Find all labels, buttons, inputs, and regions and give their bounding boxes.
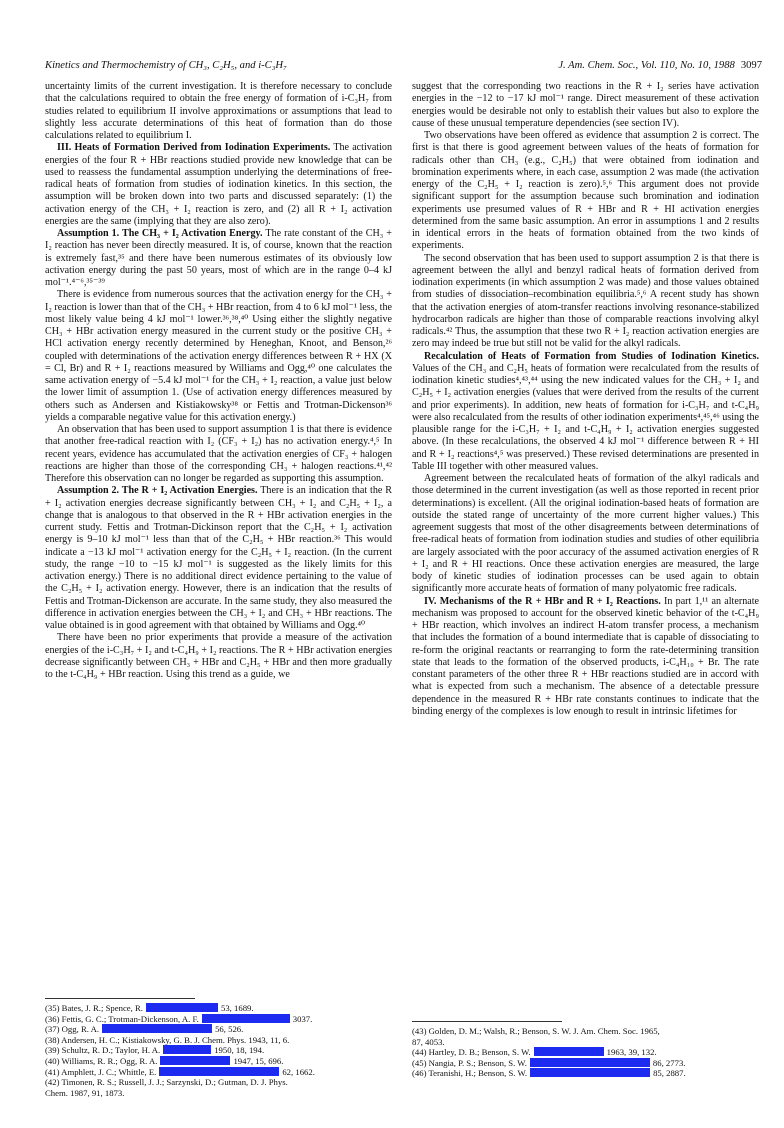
footnote bbox=[45, 1045, 392, 1056]
footnote-text: (42) Timonen, R. S.; Russell, J. J.; Sarzynski, D.; Gutman, D. J. Phys. bbox=[45, 1077, 288, 1088]
footnote bbox=[412, 1026, 759, 1037]
section-heading: III. Heats of Formation Derived from Iodination Experiments. bbox=[57, 142, 331, 154]
section-heading: Assumption 2. The R + I₂ Activation Energies. bbox=[57, 485, 258, 497]
footnote bbox=[45, 1088, 392, 1099]
paragraph-text: There is evidence from numerous sources that the activation energy for the CH₃ + I₂ reaction is lower than that of the CH₃ + HBr reaction, from 4 to 6 kJ mol⁻¹ less, the most likely value being 4 kJ mol⁻¹ lower.³⁶,³⁸,⁴⁰ Using either the slightly negative CH₃ + HBr activation energy measured in the current study or the positive CH₃ + HCl activation energy recently determined by Heneghan, Knoot, and Benson,²⁶ coupled with determinations of the activation energy differences between R + HX (X = Cl, Br) and R + I₂ reactions measured by Williams and Ogg,⁴⁰ one calculates the same activation energy of −5.4 kJ mol⁻¹ for the CH₃ + I₂ reaction, a value just below the lower limit of assumption 1. (Use of activation energy differences measured by others such as Andersen and Kistiakowsky³⁸ or Fettis and Trotman-Dickenson³⁶ yields a comparable negative value for this activation energy.) bbox=[45, 289, 392, 423]
paragraph-text: The activation energies of the four R + HBr reactions studied provide new knowledge that can be used to reassess the fundamental assumption underlying the determinations of free-radical heats of formation from studies of iodination kinetics. In this section, the assumption will be broken down into two parts and discussed separately: (1) the activation energy of the CH₃ + I₂ reaction is zero, and (2) all R + I₂ activation energies are the same (implying that they are also zero). bbox=[45, 142, 393, 227]
section-heading: IV. Mechanisms of the R + HBr and R + I₂ Reactions. bbox=[424, 595, 661, 607]
footnote bbox=[45, 1014, 392, 1025]
footnote bbox=[412, 1037, 759, 1048]
footnote bbox=[45, 1056, 392, 1067]
page-number: 3097 bbox=[740, 60, 762, 71]
paragraph-text: In part 1,¹¹ an alternate mechanism was proposed to account for the observed kinetic behavior of the t-C₄H₉ + HBr reaction, which involves an indirect H-atom transfer process, a mechanism that includes the formation of a bound intermediate that is capable of dissociating to re-form the original reactants or rearranging to form the rate-determining transition state that leads to the formation of the observed products, i-C₄H₁₀ + Br. The rate constant parameters of the other three R + HBr reactions studied are in accord with what is expected from such a mechanism. The absence of a detectable pressure dependence in the measured R + HBr rate constants continues to indicate that the binding energy of the complexes is low enough to result in intrinsic lifetimes for bbox=[412, 595, 759, 717]
paragraph-text: Two observations have been offered as evidence that assumption 2 is correct. The first is that there is good agreement between values of the heats of formation for radicals other than CH₃ (e.g., C₂H₅) that were obtained from iodination and bromination experiments where, in each case, assumption 2 was made (the activation energy of the C₂H₅ + I₂ reaction is zero).⁵,⁶ This argument does not provide significant support for the assumption because such bromination and iodination experiments use presumed values of R + HBr and R + HI activation energies determined from the same basic assumption. An error in assumptions 1 and 2 results in identical errors in the heats of formation obtained from the two kinds of experiments. bbox=[412, 130, 759, 252]
paragraph-text: The second observation that has been used to support assumption 2 is that there is agreement between the allyl and benzyl radical heats of formation derived from iodination experiments (in which assumption 2 was made) and those values obtained from studies of dissociation–recombination equilibria.⁵,⁶ A recent study has shown that the activation energies of atom-transfer reactions involving resonance-stabilized hydrocarbon radicals are higher than those of comparable reactions involving alkyl radicals.⁴² Thus, the assumption that these two R + I₂ reaction activation energies are zero may indeed be true but still not be valid for the alkyl radicals. bbox=[412, 252, 759, 350]
footnote-text: (46) Teranishi, H.; Benson, S. W. bbox=[412, 1068, 528, 1079]
footnote-rule-left bbox=[45, 998, 195, 999]
left-column bbox=[45, 81, 392, 681]
footnote bbox=[45, 1003, 392, 1014]
footnote-citation: 1963, 39, 132. bbox=[606, 1047, 657, 1058]
paragraph bbox=[412, 253, 759, 351]
footnote-text: (45) Nangia, P. S.; Benson, S. W. bbox=[412, 1057, 527, 1068]
redaction-bar bbox=[530, 1058, 650, 1067]
redaction-bar bbox=[160, 1056, 230, 1065]
paragraph bbox=[45, 228, 392, 289]
footnote-text: (37) Ogg, R. A. bbox=[45, 1024, 100, 1035]
paragraph bbox=[45, 424, 392, 485]
footnote bbox=[45, 1035, 392, 1046]
footnote bbox=[412, 1047, 759, 1058]
paragraph-text: Values of the CH₃ and C₂H₅ heats of formation were recalculated from the results of iodination kinetic studies⁴,⁴³,⁴⁴ using the new indicated values for the CH₃ + I₂ and C₂H₅ + I₂ activation energies (values that were derived from the results of the current and prior experiments). In addition, new heats of formation for i-C₃H₇ and t-C₄H₉ were also recalculated from the results of other iodination experiments⁴,⁴⁵,⁴⁶ using the plausible range for the i-C₃H₇ + I₂ and t-C₄H₉ + I₂ activation energies suggested above. (In these recalculations, the observed 4 kJ mol⁻¹ difference between R + HI and R + I₂ reactions⁴,⁵ was preserved.) These revised determinations are presented in Table III together with other measured values. bbox=[412, 362, 759, 472]
paragraph bbox=[45, 632, 392, 681]
footnote-citation: 85, 2887. bbox=[653, 1068, 686, 1079]
footnote-text: (41) Amphlett, J. C.; Whittle, E. bbox=[45, 1066, 157, 1077]
footnote bbox=[45, 1024, 392, 1035]
redaction-bar bbox=[102, 1024, 212, 1033]
redaction-bar bbox=[146, 1003, 218, 1012]
footnote-text: 87, 4053. bbox=[412, 1036, 445, 1047]
paragraph-text: There have been no prior experiments that provide a measure of the activation energies of the i-C₃H₇ + I₂ and t-C₄H₉ + I₂ reactions. The R + HBr activation energies decrease significantly between CH₃ + HBr and C₂H₅ + HBr and then more gradually to the t-C₄H₉ + HBr reaction. Using this trend as a guide, we bbox=[45, 632, 392, 680]
paragraph bbox=[45, 81, 392, 142]
redaction-bar bbox=[534, 1047, 604, 1056]
paragraph-text: uncertainty limits of the current investigation. It is therefore necessary to conclude that the calculations required to obtain the free energy of formation of i-C₃H₇ from studies related to equilibrium II involve approximations or assumptions that lead to slightly less accurate determinations of this heat of formation than do those calculations related to equilibrium I. bbox=[45, 81, 392, 141]
footnote-citation: 1950, 18, 194. bbox=[214, 1045, 265, 1056]
paragraph-text: An observation that has been used to support assumption 1 is that there is evidence that another free-radical reaction with I₂ (CF₃ + I₂) has no activation energy.⁴,⁵ In recent years, evidence has accumulated that the activation energies of CF₃ + halogen reactions are higher than those of the corresponding CH₃ + halogen reactions.⁴¹,⁴² Therefore this observation can no longer be regarded as supporting this assumption. bbox=[45, 424, 392, 484]
footnote-citation: 86, 2773. bbox=[652, 1057, 686, 1068]
footnote bbox=[45, 1067, 392, 1078]
footnote-rule-right bbox=[412, 1021, 562, 1022]
paragraph-text: There is an indication that the R + I₂ activation energies decrease significantly between CH₃ + I₂ and C₂H₅ + I₂, a change that is analogous to that observed in the R + HBr activation energies in the current study. Fettis and Trotman-Dickinson report that the C₂H₅ + I₂ activation energy is 9–10 kJ mol⁻¹ less than that of the C₂H₅ + HBr reaction.³⁶ This would indicate a −13 kJ mol⁻¹ activation energy for the C₂H₅ + I₂ reaction. (In the current study, the range −10 to −15 kJ mol⁻¹ is suggested as the likely limits for this activation energy.) There is no additional direct evidence pertaining to the value of the C₂H₅ + I₂ activation energy. However, there is an indication that the results of Fettis and Trotman-Dickenson are accurate. In the same study, they also measured the difference in activation energies between the CH₃ + I₂ and CH₃ + HBr reactions. The value obtained is in good agreement with that obtained by Williams and Ogg.⁴⁰ bbox=[45, 485, 392, 631]
redaction-bar bbox=[202, 1014, 290, 1023]
redaction-bar bbox=[163, 1045, 211, 1054]
footnote-text: (39) Schultz, R. D.; Taylor, H. A. bbox=[45, 1045, 161, 1056]
footnote-text: Chem. 1987, 91, 1873. bbox=[45, 1087, 125, 1098]
paragraph bbox=[412, 596, 759, 719]
footnote-text: (38) Andersen, H. C.; Kistiakowsky, G. B. J. Chem. Phys. 1943, 11, 6. bbox=[45, 1034, 290, 1045]
footnote-text: (36) Fettis, G. C.; Trotman-Dickenson, A. F. bbox=[45, 1013, 199, 1024]
footnote bbox=[45, 1077, 392, 1088]
paragraph-text: The rate constant of the CH₃ + I₂ reaction has never been directly measured. It is, of course, known that the reaction is extremely fast,³⁵ and there have been numerous estimates of its obviously low activation energy during the past 50 years, most of which are in the range 0–4 kJ mol⁻¹.⁴⁻⁶,³⁵⁻³⁹ bbox=[45, 228, 392, 288]
running-header-journal bbox=[558, 60, 762, 71]
footnote-text: (43) Golden, D. M.; Walsh, R.; Benson, S. W. J. Am. Chem. Soc. 1965, bbox=[412, 1026, 660, 1036]
footnote-text: (35) Bates, J. R.; Spence, R. bbox=[45, 1003, 143, 1013]
paragraph-text: Agreement between the recalculated heats of formation of the alkyl radicals and those determined in the current investigation (as well as those reported in recent prior determinations) is excellent. (All the original iodination-based heats of formation are outside the stated range of uncertainty of the more current higher values.) This agreement suggests that most of the other disagreements between determinations of free-radical heats of formation from iodination studies and studies of other equilibria are largely associated with the poor accuracy of the assumed activation energies of R + I₂ and R + HI reactions. Once these activation energies are measured, the large body of kinetic studies of iodination processes can be used again to obtain significantly more accurate heats of formation of many polyatomic free radicals. bbox=[412, 473, 759, 595]
paragraph bbox=[45, 485, 392, 632]
paragraph bbox=[412, 473, 759, 596]
paragraph-text: suggest that the corresponding two reactions in the R + I₂ series have activation energies in the −12 to −17 kJ mol⁻¹ range. Direct measurement of these activation energies would be desirable not only to establish their values but also to explore the cause of these unusual temperature dependencies (see section IV). bbox=[412, 81, 759, 129]
section-heading: Recalculation of Heats of Formation from Studies of Iodination Kinetics. bbox=[424, 350, 759, 362]
redaction-bar bbox=[530, 1068, 650, 1077]
redaction-bar bbox=[159, 1067, 279, 1076]
footnotes-left bbox=[45, 1003, 392, 1098]
footnote bbox=[412, 1058, 759, 1069]
footnote-text: (40) Williams, R. R.; Ogg, R. A. bbox=[45, 1055, 158, 1066]
right-column bbox=[412, 81, 759, 718]
footnote-citation: 62, 1662. bbox=[282, 1066, 315, 1077]
footnote-citation: 1947, 15, 696. bbox=[233, 1055, 284, 1066]
footnote-text: (44) Hartley, D. B.; Benson, S. W. bbox=[412, 1047, 531, 1058]
paragraph bbox=[45, 289, 392, 424]
paragraph bbox=[412, 81, 759, 130]
paragraph bbox=[45, 142, 392, 228]
footnote-citation: 53, 1689. bbox=[220, 1003, 254, 1013]
footnotes-right bbox=[412, 1026, 759, 1079]
footnote bbox=[412, 1068, 759, 1079]
paragraph bbox=[412, 130, 759, 253]
running-header-title: Kinetics and Thermochemistry of CH₃, C₂H₅, and i-C₃H₇ bbox=[45, 60, 287, 71]
footnote-citation: 3037. bbox=[292, 1013, 313, 1024]
paragraph bbox=[412, 351, 759, 474]
footnote-citation: 56, 526. bbox=[215, 1024, 244, 1035]
journal-citation: J. Am. Chem. Soc., Vol. 110, No. 10, 1988 bbox=[558, 60, 735, 71]
section-heading: Assumption 1. The CH₃ + I₂ Activation Energy. bbox=[57, 228, 263, 239]
